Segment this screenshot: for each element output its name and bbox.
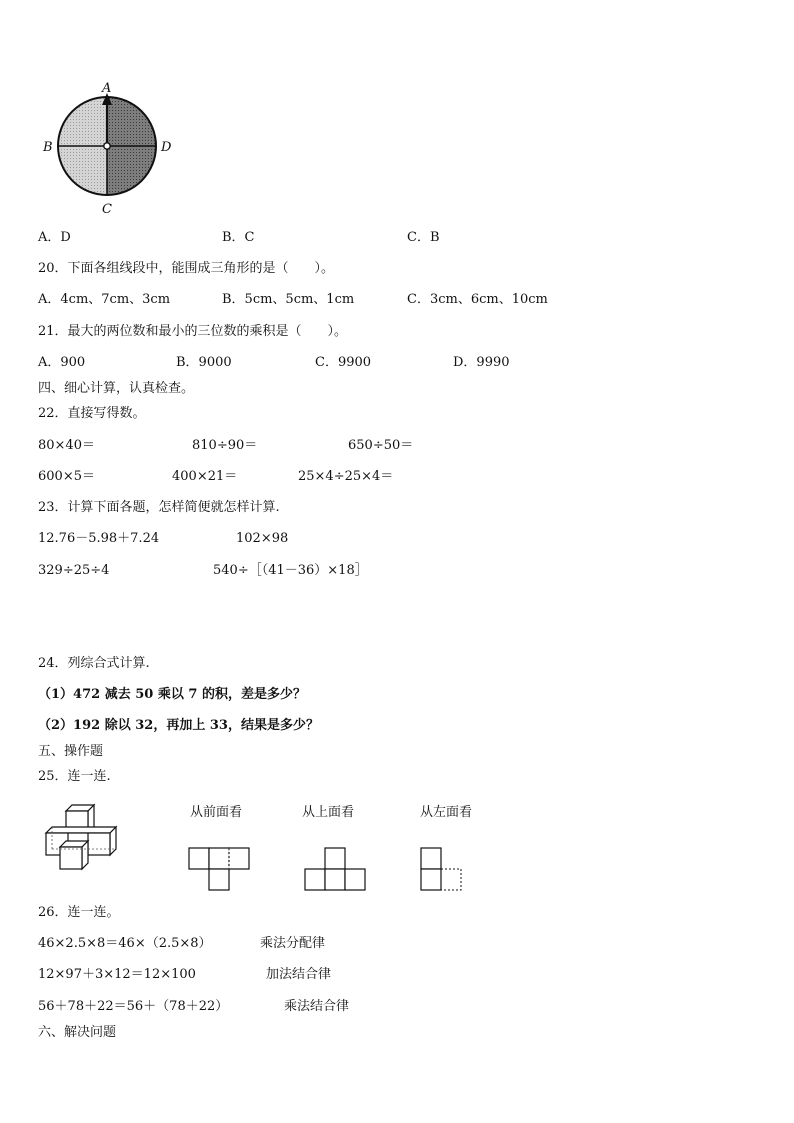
q26-left-1: 46×2.5×8＝46×（2.5×8）	[38, 936, 212, 951]
q24-item-1: （1）472 减去 50 乘以 7 的积，差是多少？	[38, 687, 306, 702]
q19-option-c: C．B	[407, 230, 440, 245]
view-shape-3	[420, 847, 462, 891]
q22-r2-c1: 600×5＝	[38, 469, 95, 484]
section-5-heading: 五、操作题	[38, 744, 104, 759]
q22-stem: 22．直接写得数。	[38, 406, 146, 421]
q21-option-b: B．9000	[176, 355, 232, 370]
q23-stem: 23．计算下面各题，怎样简便就怎样计算.	[38, 500, 280, 515]
label-c: C	[102, 202, 112, 217]
q23-r2-c1: 329÷25÷4	[38, 563, 110, 578]
section-6-heading: 六、解决问题	[38, 1025, 117, 1040]
q22-r1-c1: 80×40＝	[38, 438, 95, 453]
q26-right-3: 乘法结合律	[284, 999, 350, 1014]
view-label-top: 从上面看	[302, 805, 355, 820]
label-b: B	[43, 140, 53, 155]
section-4-heading: 四、细心计算，认真检查。	[38, 381, 195, 396]
view-label-front: 从前面看	[190, 805, 243, 820]
q23-r1-c2: 102×98	[236, 531, 289, 546]
q20-option-b: B．5cm、5cm、1cm	[222, 292, 355, 307]
view-label-left: 从左面看	[420, 805, 473, 820]
q24-stem: 24．列综合式计算.	[38, 656, 150, 671]
q26-right-1: 乘法分配律	[260, 936, 326, 951]
q19-option-b: B．C	[222, 230, 255, 245]
q26-left-3: 56＋78＋22＝56＋（78＋22）	[38, 999, 229, 1014]
q20-option-a: A．4cm、7cm、3cm	[38, 292, 171, 307]
q25-stem: 25．连一连.	[38, 769, 111, 784]
label-d: D	[161, 140, 172, 155]
q22-r1-c2: 810÷90＝	[192, 438, 258, 453]
q26-stem: 26．连一连。	[38, 905, 120, 920]
q24-item-2: （2）192 除以 32，再加上 33，结果是多少？	[38, 718, 319, 733]
q20-option-c: C．3cm、6cm、10cm	[407, 292, 548, 307]
q22-r2-c2: 400×21＝	[172, 469, 238, 484]
q21-option-a: A．900	[38, 355, 86, 370]
q26-right-2: 加法结合律	[266, 967, 332, 982]
q21-option-d: D．9990	[453, 355, 510, 370]
q22-r1-c3: 650÷50＝	[348, 438, 414, 453]
cube-stack-figure	[40, 800, 140, 875]
q26-left-2: 12×97＋3×12＝12×100	[38, 967, 196, 982]
q22-r2-c3: 25×4÷25×4＝	[298, 469, 394, 484]
q20-stem: 20．下面各组线段中，能围成三角形的是（ ）。	[38, 261, 335, 276]
view-shape-2	[304, 847, 366, 891]
q23-r1-c1: 12.76－5.98＋7.24	[38, 531, 160, 546]
view-shape-1	[188, 847, 250, 891]
label-a: A	[102, 81, 112, 96]
circle-figure	[40, 80, 180, 220]
q19-option-a: A．D	[38, 230, 71, 245]
q21-option-c: C．9900	[315, 355, 372, 370]
q21-stem: 21．最大的两位数和最小的三位数的乘积是（ ）。	[38, 324, 348, 339]
q23-r2-c2: 540÷［（41－36）×18］	[213, 563, 368, 578]
